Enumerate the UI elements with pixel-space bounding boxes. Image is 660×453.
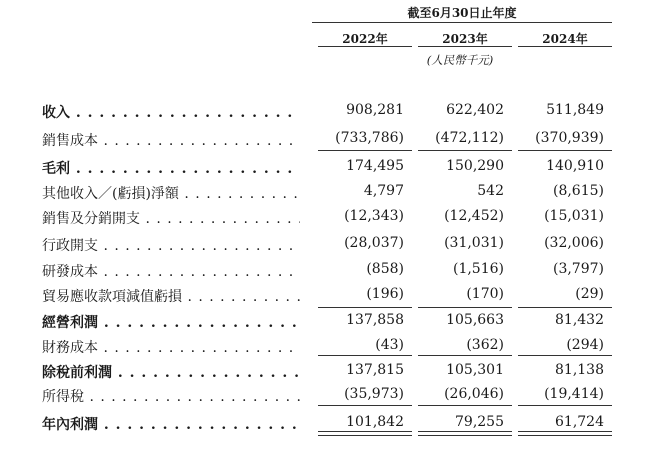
total-double-rule	[318, 431, 412, 436]
row-value-2024: (32,006)	[544, 235, 604, 251]
table-row	[42, 283, 612, 305]
row-value-2022: (733,786)	[335, 130, 404, 146]
period-header-rule	[312, 22, 612, 23]
row-value-2024: (370,939)	[535, 130, 604, 146]
row-value-2024: (19,414)	[544, 386, 604, 402]
row-value-2022: 908,281	[346, 102, 404, 118]
row-value-2023: 105,663	[446, 312, 504, 328]
row-value-2023: 79,255	[455, 414, 504, 430]
row-value-2022: (858)	[366, 261, 404, 277]
year-header-2022: 2022年	[342, 32, 388, 46]
row-label: 除稅前利潤 . . .	[42, 362, 300, 380]
table-row	[42, 99, 612, 121]
row-label: 經營利潤 . . .	[42, 312, 300, 330]
total-double-rule	[418, 431, 512, 436]
row-value-2023: (31,031)	[444, 235, 504, 251]
row-label: 銷售及分銷開支 . . .	[42, 208, 300, 226]
row-value-2023: (1,516)	[452, 261, 504, 277]
row-label: 行政開支 . . .	[42, 235, 300, 253]
row-label: 銷售成本 . . .	[42, 130, 300, 148]
row-value-2022: (28,037)	[344, 235, 404, 251]
row-value-2023: (170)	[466, 286, 504, 302]
row-value-2023: 622,402	[446, 102, 504, 118]
row-value-2022: 4,797	[363, 183, 404, 199]
row-value-2022: (35,973)	[344, 386, 404, 402]
table-row	[42, 127, 612, 149]
row-value-2023: 105,301	[446, 362, 504, 378]
row-value-2024: 511,849	[546, 102, 604, 118]
row-value-2024: (29)	[575, 286, 604, 302]
row-value-2023: (12,452)	[444, 208, 504, 224]
row-value-2024: (15,031)	[544, 208, 604, 224]
row-value-2022: (196)	[366, 286, 404, 302]
subtotal-rule	[518, 355, 612, 356]
row-value-2023: (472,112)	[435, 130, 504, 146]
subtotal-rule	[518, 150, 612, 151]
row-value-2023: (362)	[466, 337, 504, 353]
row-value-2024: 81,432	[555, 312, 604, 328]
period-header: 截至6月30日止年度	[407, 6, 517, 20]
subtotal-rule	[418, 355, 512, 356]
table-row	[42, 180, 612, 202]
row-value-2022: (43)	[375, 337, 404, 353]
row-value-2022: 174,495	[346, 158, 404, 174]
row-value-2024: (294)	[566, 337, 604, 353]
subtotal-rule	[318, 405, 412, 406]
subtotal-rule	[318, 355, 412, 356]
row-label: 收入 . . .	[42, 102, 300, 120]
row-label: 研發成本 . . .	[42, 261, 300, 279]
row-value-2022: (12,343)	[344, 208, 404, 224]
table-row	[42, 359, 612, 381]
row-value-2023: 542	[477, 183, 504, 199]
row-label: 毛利 . . .	[42, 158, 300, 176]
row-label: 財務成本 . . .	[42, 337, 300, 355]
row-value-2022: 137,858	[346, 312, 404, 328]
year-rule	[418, 46, 512, 47]
row-value-2024: (8,615)	[552, 183, 604, 199]
total-double-rule	[518, 431, 612, 436]
year-rule	[318, 46, 412, 47]
currency-unit: (人民幣千元)	[426, 53, 494, 67]
subtotal-rule	[418, 150, 512, 151]
table-row	[42, 232, 612, 254]
row-value-2024: 61,724	[555, 414, 604, 430]
subtotal-rule	[318, 307, 412, 308]
row-value-2022: 137,815	[346, 362, 404, 378]
table-row	[42, 155, 612, 177]
year-rule	[518, 46, 612, 47]
row-value-2024: 81,138	[555, 362, 604, 378]
row-value-2023: 150,290	[446, 158, 504, 174]
table-row	[42, 334, 612, 356]
row-label: 貿易應收款項減值虧損 . . .	[42, 286, 300, 304]
year-header-2024: 2024年	[542, 32, 588, 46]
row-value-2024: 140,910	[546, 158, 604, 174]
table-row	[42, 383, 612, 405]
subtotal-rule	[518, 405, 612, 406]
row-label: 其他收入／(虧損)淨額 . . .	[42, 183, 300, 201]
row-label: 年內利潤 . . .	[42, 414, 300, 432]
subtotal-rule	[318, 150, 412, 151]
table-row	[42, 411, 612, 433]
year-header-2023: 2023年	[442, 32, 488, 46]
subtotal-rule	[518, 307, 612, 308]
row-value-2023: (26,046)	[444, 386, 504, 402]
row-value-2024: (3,797)	[552, 261, 604, 277]
table-row	[42, 309, 612, 331]
subtotal-rule	[418, 405, 512, 406]
row-label: 所得稅 . . .	[42, 386, 300, 404]
row-value-2022: 101,842	[346, 414, 404, 430]
table-row	[42, 258, 612, 280]
subtotal-rule	[418, 307, 512, 308]
table-row	[42, 205, 612, 227]
